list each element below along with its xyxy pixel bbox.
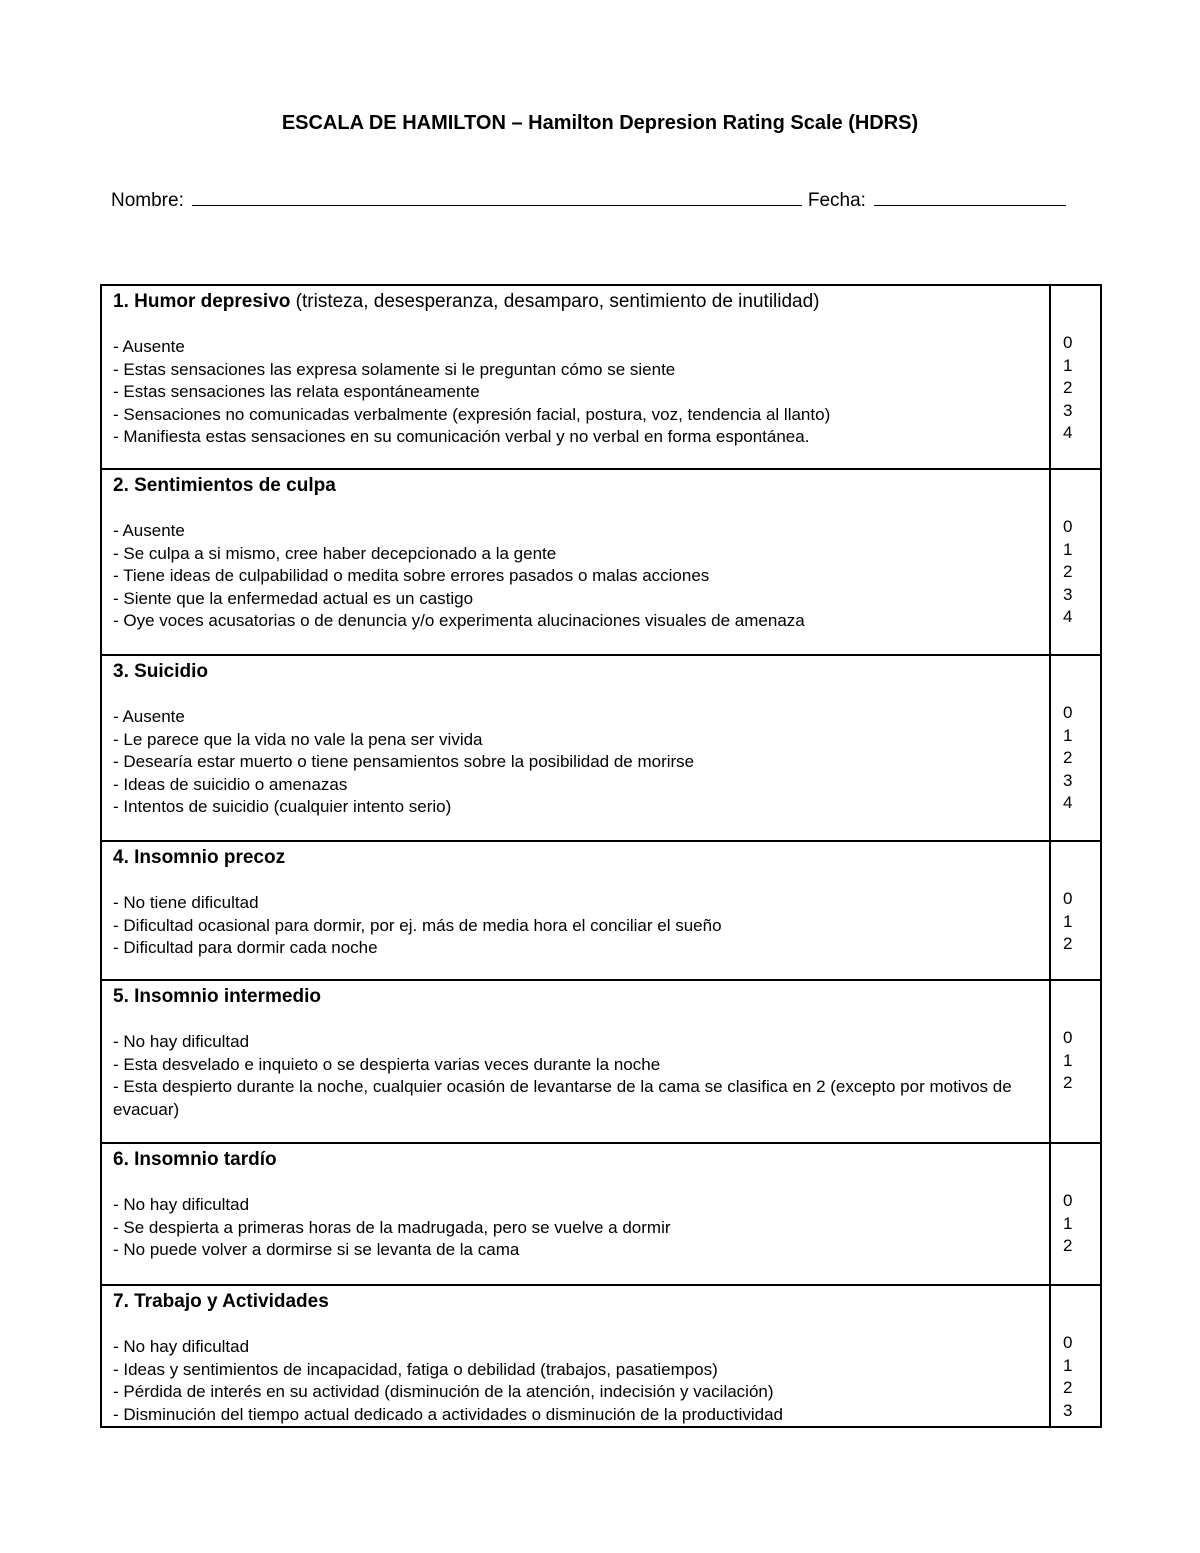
item-option: - Intentos de suicidio (cualquier intento serio) bbox=[113, 797, 452, 817]
item-score-cell bbox=[1050, 1143, 1101, 1285]
item-description-cell bbox=[101, 841, 1050, 980]
item-title bbox=[113, 1290, 1041, 1314]
scale-item-row bbox=[101, 841, 1101, 980]
item-score-value[interactable]: 0 bbox=[1063, 1191, 1073, 1210]
item-score-value[interactable]: 2 bbox=[1063, 378, 1073, 398]
name-field[interactable] bbox=[192, 187, 802, 206]
item-score-cell bbox=[1050, 1285, 1101, 1427]
item-description-cell bbox=[101, 1143, 1050, 1285]
item-title bbox=[113, 290, 1041, 314]
item-description-cell bbox=[101, 1285, 1050, 1427]
item-score-value[interactable]: 3 bbox=[1063, 584, 1073, 604]
item-description-cell bbox=[101, 980, 1050, 1143]
item-option: - Desearía estar muerto o tiene pensamientos sobre la posibilidad de morirse bbox=[113, 752, 695, 772]
scale-item-row bbox=[101, 1285, 1101, 1427]
item-option: - No hay dificultad bbox=[113, 1032, 250, 1051]
item-option: - Sensaciones no comunicadas verbalmente (expresión facial, postura, voz, tendencia al llanto) bbox=[113, 404, 831, 424]
item-option: - Manifiesta estas sensaciones en su comunicación verbal y no verbal en forma espontánea. bbox=[113, 427, 810, 447]
item-option: - Dificultad para dormir cada noche bbox=[113, 938, 378, 958]
item-score-cell bbox=[1050, 285, 1101, 469]
item-score-value[interactable]: 0 bbox=[1063, 333, 1073, 352]
item-title-bold: 2. Sentimientos de culpa bbox=[113, 475, 336, 496]
item-score-value[interactable]: 0 bbox=[1063, 1333, 1073, 1352]
item-title-bold: 4. Insomnio precoz bbox=[113, 847, 286, 868]
item-option: - No puede volver a dormirse si se levanta de la cama bbox=[113, 1240, 520, 1260]
item-title-detail: (tristeza, desesperanza, desamparo, sentimiento de inutilidad) bbox=[290, 291, 820, 312]
item-score-value[interactable]: 3 bbox=[1063, 400, 1073, 420]
item-score-value[interactable]: 0 bbox=[1063, 1028, 1073, 1047]
item-score-value[interactable]: 1 bbox=[1063, 539, 1073, 559]
item-option: - Pérdida de interés en su actividad (disminución de la atención, indecisión y vacilación) bbox=[113, 1382, 774, 1402]
item-option: - Se culpa a si mismo, cree haber decepcionado a la gente bbox=[113, 543, 557, 563]
item-score-value[interactable]: 0 bbox=[1063, 517, 1073, 536]
item-score-value[interactable]: 4 bbox=[1063, 607, 1073, 627]
scale-item-row bbox=[101, 655, 1101, 841]
item-score-value[interactable]: 0 bbox=[1063, 889, 1073, 908]
date-label: Fecha: bbox=[807, 190, 866, 211]
scale-item-row bbox=[101, 980, 1101, 1143]
item-title-bold: 7. Trabajo y Actividades bbox=[113, 1291, 329, 1312]
item-option: - Estas sensaciones las expresa solamente si le preguntan cómo se siente bbox=[113, 359, 676, 379]
item-score-value[interactable]: 2 bbox=[1063, 934, 1073, 954]
item-score-value[interactable]: 2 bbox=[1063, 748, 1073, 768]
item-score-value[interactable]: 1 bbox=[1063, 355, 1073, 375]
item-title bbox=[113, 985, 1041, 1009]
name-label: Nombre: bbox=[111, 190, 184, 211]
item-option: - Oye voces acusatorias o de denuncia y/o experimenta alucinaciones visuales de amenaza bbox=[113, 611, 805, 631]
item-option: - Disminución del tiempo actual dedicado a actividades o disminución de la productividad bbox=[113, 1404, 783, 1424]
item-option: - Ausente bbox=[113, 707, 185, 726]
document-title: ESCALA DE HAMILTON – Hamilton Depresion Rating Scale (HDRS) bbox=[281, 112, 919, 134]
item-score-cell bbox=[1050, 841, 1101, 980]
item-option: - Esta despierto durante la noche, cualquier ocasión de levantarse de la cama se clasifica en 2 (excepto por motivos de evacuar) bbox=[113, 1077, 1012, 1119]
item-score-value[interactable]: 2 bbox=[1063, 562, 1073, 582]
item-score-cell bbox=[1050, 980, 1101, 1143]
scale-item-row bbox=[101, 1143, 1101, 1285]
item-title-bold: 5. Insomnio intermedio bbox=[113, 986, 321, 1007]
item-option: - Estas sensaciones las relata espontáneamente bbox=[113, 382, 480, 402]
item-option: - Ideas y sentimientos de incapacidad, fatiga o debilidad (trabajos, pasatiempos) bbox=[113, 1359, 718, 1379]
item-score-value[interactable]: 3 bbox=[1063, 770, 1073, 790]
item-option: - Ausente bbox=[113, 521, 185, 540]
item-option: - No tiene dificultad bbox=[113, 893, 259, 912]
scale-item-row bbox=[101, 285, 1101, 469]
item-score-value[interactable]: 2 bbox=[1063, 1378, 1073, 1398]
item-option: - Dificultad ocasional para dormir, por ej. más de media hora el conciliar el sueño bbox=[113, 915, 722, 935]
item-option: - No hay dificultad bbox=[113, 1195, 250, 1214]
item-score-value[interactable]: 1 bbox=[1063, 911, 1073, 931]
item-option: - Esta desvelado e inquieto o se despierta varias veces durante la noche bbox=[113, 1054, 661, 1074]
item-title-bold: 6. Insomnio tardío bbox=[113, 1149, 277, 1170]
item-description-cell bbox=[101, 285, 1050, 469]
item-score-value[interactable]: 0 bbox=[1063, 703, 1073, 722]
item-score-cell bbox=[1050, 655, 1101, 841]
item-score-value[interactable]: 1 bbox=[1063, 725, 1073, 745]
item-title bbox=[113, 660, 1041, 684]
scale-item-row bbox=[101, 469, 1101, 655]
item-title bbox=[113, 474, 1041, 498]
item-score-value[interactable]: 1 bbox=[1063, 1050, 1073, 1070]
item-title-bold: 3. Suicidio bbox=[113, 661, 209, 682]
rating-scale-table bbox=[100, 284, 1102, 1428]
item-description-cell bbox=[101, 655, 1050, 841]
item-option: - Siente que la enfermedad actual es un castigo bbox=[113, 588, 474, 608]
item-score-cell bbox=[1050, 469, 1101, 655]
item-score-value[interactable]: 4 bbox=[1063, 793, 1073, 813]
date-field[interactable] bbox=[874, 187, 1066, 206]
item-description-cell bbox=[101, 469, 1050, 655]
item-option: - No hay dificultad bbox=[113, 1337, 250, 1356]
item-score-value[interactable]: 1 bbox=[1063, 1213, 1073, 1233]
item-option: - Ideas de suicidio o amenazas bbox=[113, 774, 348, 794]
item-option: - Ausente bbox=[113, 337, 185, 356]
item-score-value[interactable]: 1 bbox=[1063, 1355, 1073, 1375]
item-title bbox=[113, 1148, 1041, 1172]
patient-info-row bbox=[111, 187, 1091, 212]
item-option: - Se despierta a primeras horas de la madrugada, pero se vuelve a dormir bbox=[113, 1217, 671, 1237]
item-title bbox=[113, 846, 1041, 870]
item-score-value[interactable]: 2 bbox=[1063, 1073, 1073, 1093]
item-title-bold: 1. Humor depresivo bbox=[113, 291, 291, 312]
item-option: - Le parece que la vida no vale la pena ser vivida bbox=[113, 729, 483, 749]
item-score-value[interactable]: 2 bbox=[1063, 1236, 1073, 1256]
item-option: - Tiene ideas de culpabilidad o medita sobre errores pasados o malas acciones bbox=[113, 566, 710, 586]
item-score-value[interactable]: 4 bbox=[1063, 423, 1073, 443]
item-score-value[interactable]: 3 bbox=[1063, 1400, 1073, 1420]
